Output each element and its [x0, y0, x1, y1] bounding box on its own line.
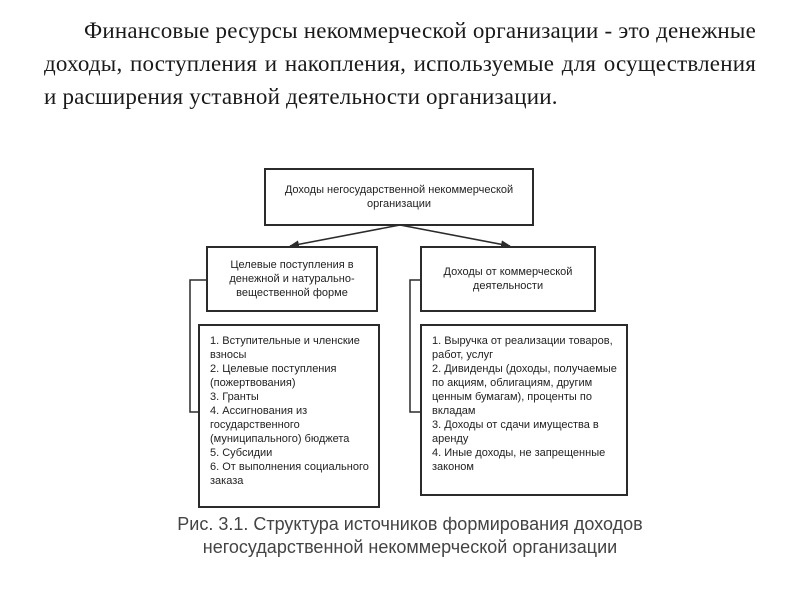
list-item: 4. Иные доходы, не запрещенные законом	[432, 447, 606, 473]
left-branch-label: Целевые поступления в денежной и натурально-вещественной форме	[229, 259, 355, 299]
intro-text: Финансовые ресурсы некоммерческой организации - это денежные доходы, поступления и накопления, используемые для осуществления и расширения уставной деятельности организации.	[44, 18, 756, 109]
list-item: 1. Вступительные и членские взносы	[210, 335, 360, 361]
right-items-list	[420, 324, 628, 496]
arrow-to-right-branch	[400, 225, 510, 246]
list-item: 3. Гранты	[210, 391, 259, 403]
list-item: 3. Доходы от сдачи имущества в аренду	[432, 419, 599, 445]
arrow-to-left-branch	[290, 225, 400, 246]
list-item: 2. Дивиденды (доходы, получаемые по акциям, облигациям, другим ценным бумагам), проценты по вкладам	[432, 363, 617, 417]
figure-caption: Рис. 3.1. Структура источников формирования доходов негосударственной некоммерческой организации	[177, 514, 643, 557]
right-branch-node	[420, 246, 596, 312]
list-item: 4. Ассигнования из государственного (муниципального) бюджета	[210, 405, 350, 445]
root-node	[264, 168, 534, 226]
list-item: 6. От выполнения социального заказа	[210, 461, 369, 487]
list-item: 2. Целевые поступления (пожертвования)	[210, 363, 337, 389]
right-bracket-line	[410, 280, 420, 412]
right-branch-label: Доходы от коммерческой деятельности	[443, 266, 573, 292]
root-node-label: Доходы негосударственной некоммерческой организации	[284, 184, 514, 210]
left-branch-node	[206, 246, 378, 312]
list-item: 1. Выручка от реализации товаров, работ, услуг	[432, 335, 613, 361]
left-items-list	[198, 324, 380, 508]
list-item: 5. Субсидии	[210, 447, 273, 459]
